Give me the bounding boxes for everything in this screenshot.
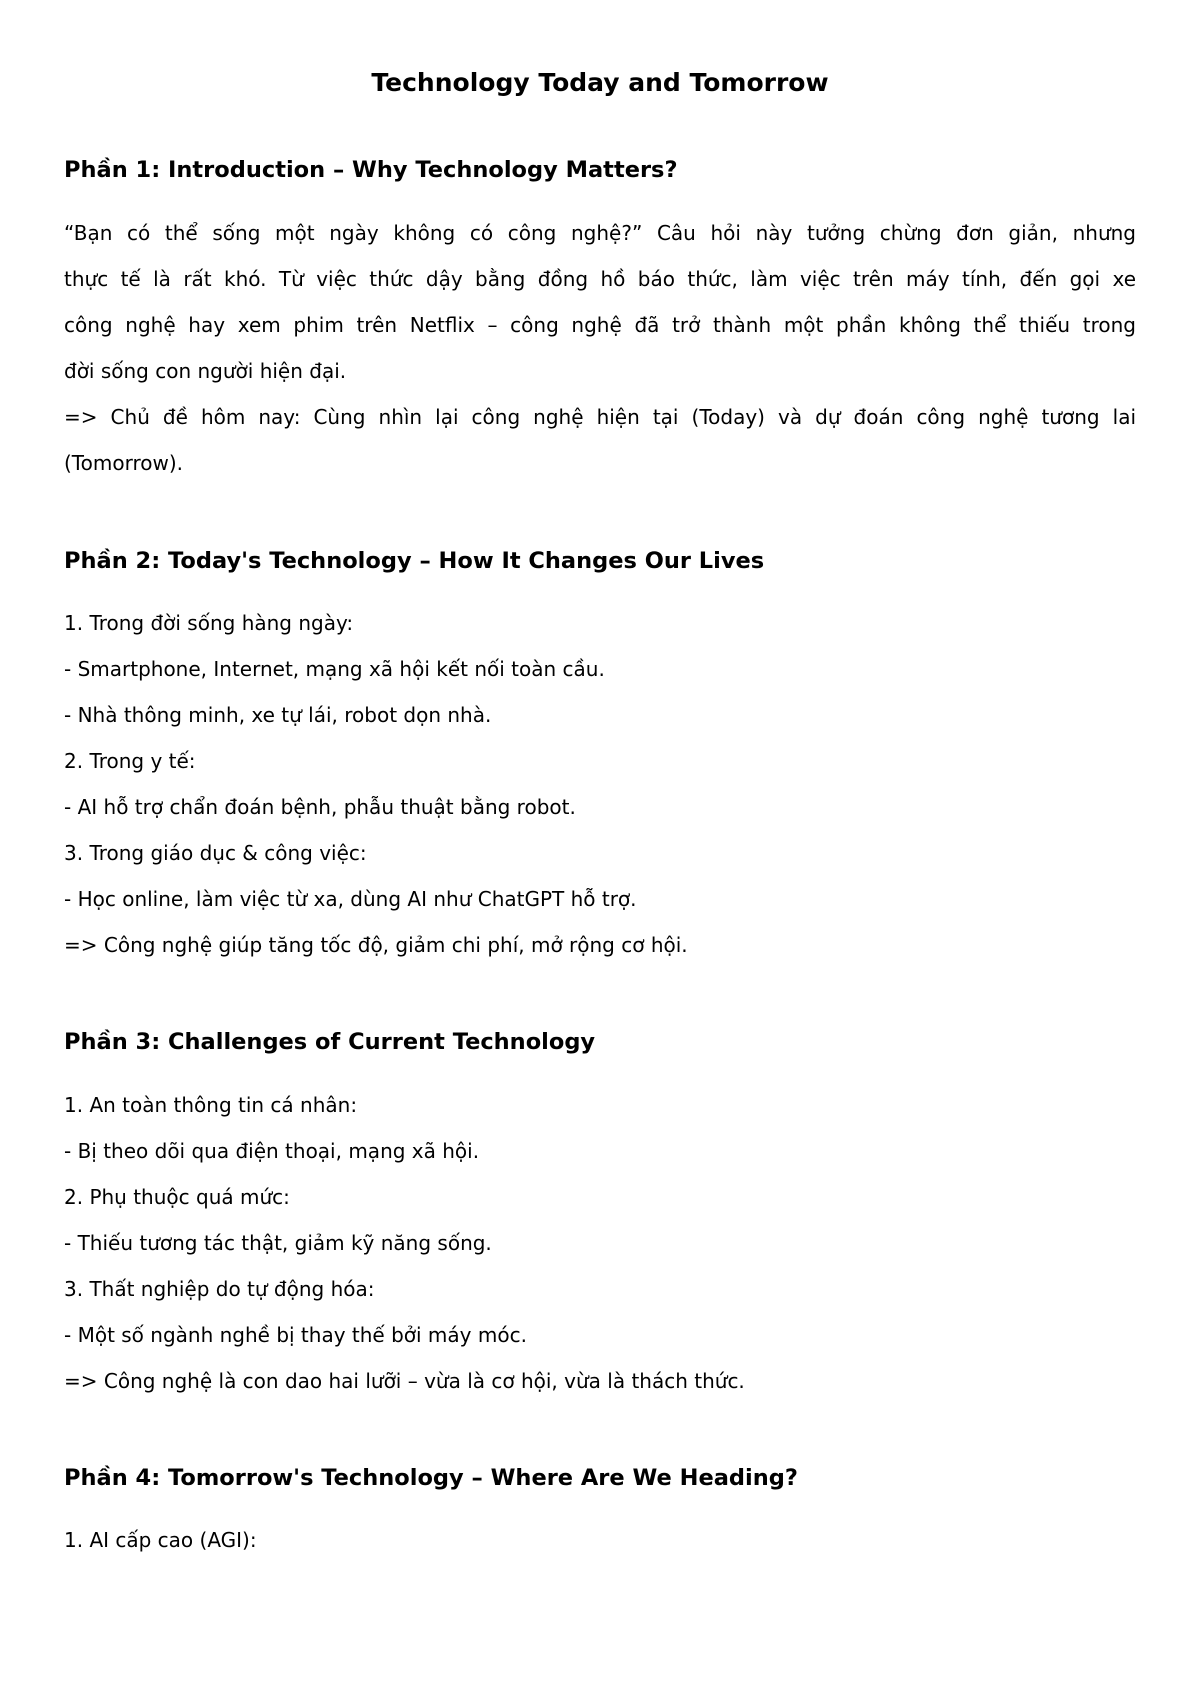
list-item: 2. Trong y tế: xyxy=(64,749,196,773)
list-item: 1. Trong đời sống hàng ngày: xyxy=(64,611,354,635)
list-item: 3. Thất nghiệp do tự động hóa: xyxy=(64,1277,375,1301)
paragraph-line: thực tế là rất khó. Từ việc thức dậy bằng đồng hồ báo thức, làm việc trên máy tính, đến gọi xe xyxy=(64,267,1136,291)
list-item: - Học online, làm việc từ xa, dùng AI như ChatGPT hỗ trợ. xyxy=(64,887,637,911)
document-title: Technology Today and Tomorrow xyxy=(371,68,829,97)
section-1-intro-paragraph xyxy=(64,210,1136,394)
list-item: - Một số ngành nghề bị thay thế bởi máy móc. xyxy=(64,1323,527,1347)
paragraph-line: => Chủ đề hôm nay: Cùng nhìn lại công nghệ hiện tại (Today) và dự đoán công nghệ tương lai xyxy=(64,405,1136,429)
paragraph-line: “Bạn có thể sống một ngày không có công nghệ?” Câu hỏi này tưởng chừng đơn giản, nhưng xyxy=(64,221,1136,245)
list-item: => Công nghệ giúp tăng tốc độ, giảm chi phí, mở rộng cơ hội. xyxy=(64,933,688,957)
list-item: - AI hỗ trợ chẩn đoán bệnh, phẫu thuật bằng robot. xyxy=(64,795,576,819)
list-item: 3. Trong giáo dục & công việc: xyxy=(64,841,367,865)
list-item: 1. AI cấp cao (AGI): xyxy=(64,1528,257,1552)
list-item: - Thiếu tương tác thật, giảm kỹ năng sống. xyxy=(64,1231,492,1255)
list-item: 1. An toàn thông tin cá nhân: xyxy=(64,1093,358,1117)
list-item: => Công nghệ là con dao hai lưỡi – vừa là cơ hội, vừa là thách thức. xyxy=(64,1369,745,1393)
paragraph-line: (Tomorrow). xyxy=(64,451,183,475)
paragraph-line: đời sống con người hiện đại. xyxy=(64,359,347,383)
list-item: - Smartphone, Internet, mạng xã hội kết nối toàn cầu. xyxy=(64,657,605,681)
list-item: - Nhà thông minh, xe tự lái, robot dọn nhà. xyxy=(64,703,492,727)
paragraph-line: công nghệ hay xem phim trên Netflix – công nghệ đã trở thành một phần không thể thiếu trong xyxy=(64,313,1136,337)
section-2-heading: Phần 2: Today's Technology – How It Changes Our Lives xyxy=(64,548,765,574)
section-1-heading: Phần 1: Introduction – Why Technology Matters? xyxy=(64,157,678,183)
list-item: 2. Phụ thuộc quá mức: xyxy=(64,1185,290,1209)
section-1-topic-paragraph xyxy=(64,394,1136,486)
section-3-heading: Phần 3: Challenges of Current Technology xyxy=(64,1029,596,1055)
section-4-heading: Phần 4: Tomorrow's Technology – Where Are We Heading? xyxy=(64,1465,798,1491)
list-item: - Bị theo dõi qua điện thoại, mạng xã hội. xyxy=(64,1139,480,1163)
